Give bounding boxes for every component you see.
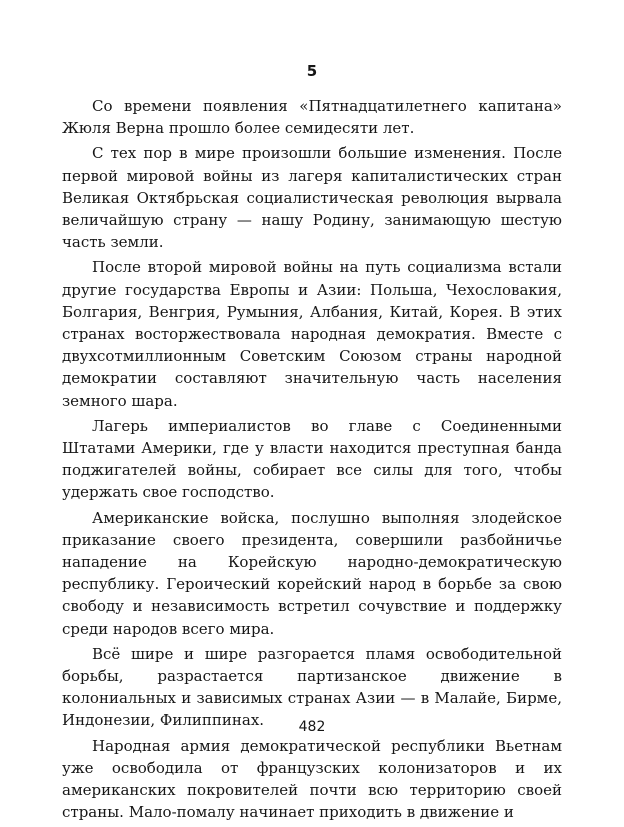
- paragraph: Народная армия демократической республики Вьетнам уже освободила от французских колонизаторов и их американских покровителей почти всю территорию своей страны. Мало-помалу начинает приходить в движение и: [62, 736, 562, 822]
- chapter-page-marker: 5: [306, 62, 318, 80]
- paragraph: После второй мировой войны на путь социализма встали другие государства Европы и Азии: Польша, Чехословакия, Болгария, Венгрия, Румыния, Албания, Китай, Корея. В этих странах восторжествовала народная демократия. Вместе с двухсотмиллионным Советским Союзом страны народной демократии составляют значительную часть населения земного шара.: [62, 258, 562, 410]
- paragraph: Всё шире и шире разгорается пламя освободительной борьбы, разрастается партизанское движение в колониальных и зависимых странах Азии — в Малайе, Бирме, Индонезии, Филиппинах.: [62, 644, 562, 730]
- page-number: 482: [298, 719, 326, 735]
- body-text: [62, 95, 562, 827]
- paragraph: Со времени появления «Пятнадцатилетнего капитана» Жюля Верна прошло более семидесяти лет.: [62, 97, 562, 138]
- paragraph: Американские войска, послушно выполняя злодейское приказание своего президента, совершили разбойничье нападение на Корейскую народно-демократическую республику. Героический корейский народ в борьбе за свою свободу и независимость встретил сочувствие и поддержку среди народов всего мира.: [62, 508, 562, 638]
- paragraph: С тех пор в мире произошли большие изменения. После первой мировой войны из лагеря капиталистических стран Великая Октябрьская социалистическая революция вырвала величайшую страну — нашу Родину, занимающую шестую часть земли.: [62, 144, 562, 252]
- paragraph: Лагерь империалистов во главе с Соединенными Штатами Америки, где у власти находится преступная банда поджигателей войны, собирает все силы для того, чтобы удержать свое господство.: [62, 416, 562, 502]
